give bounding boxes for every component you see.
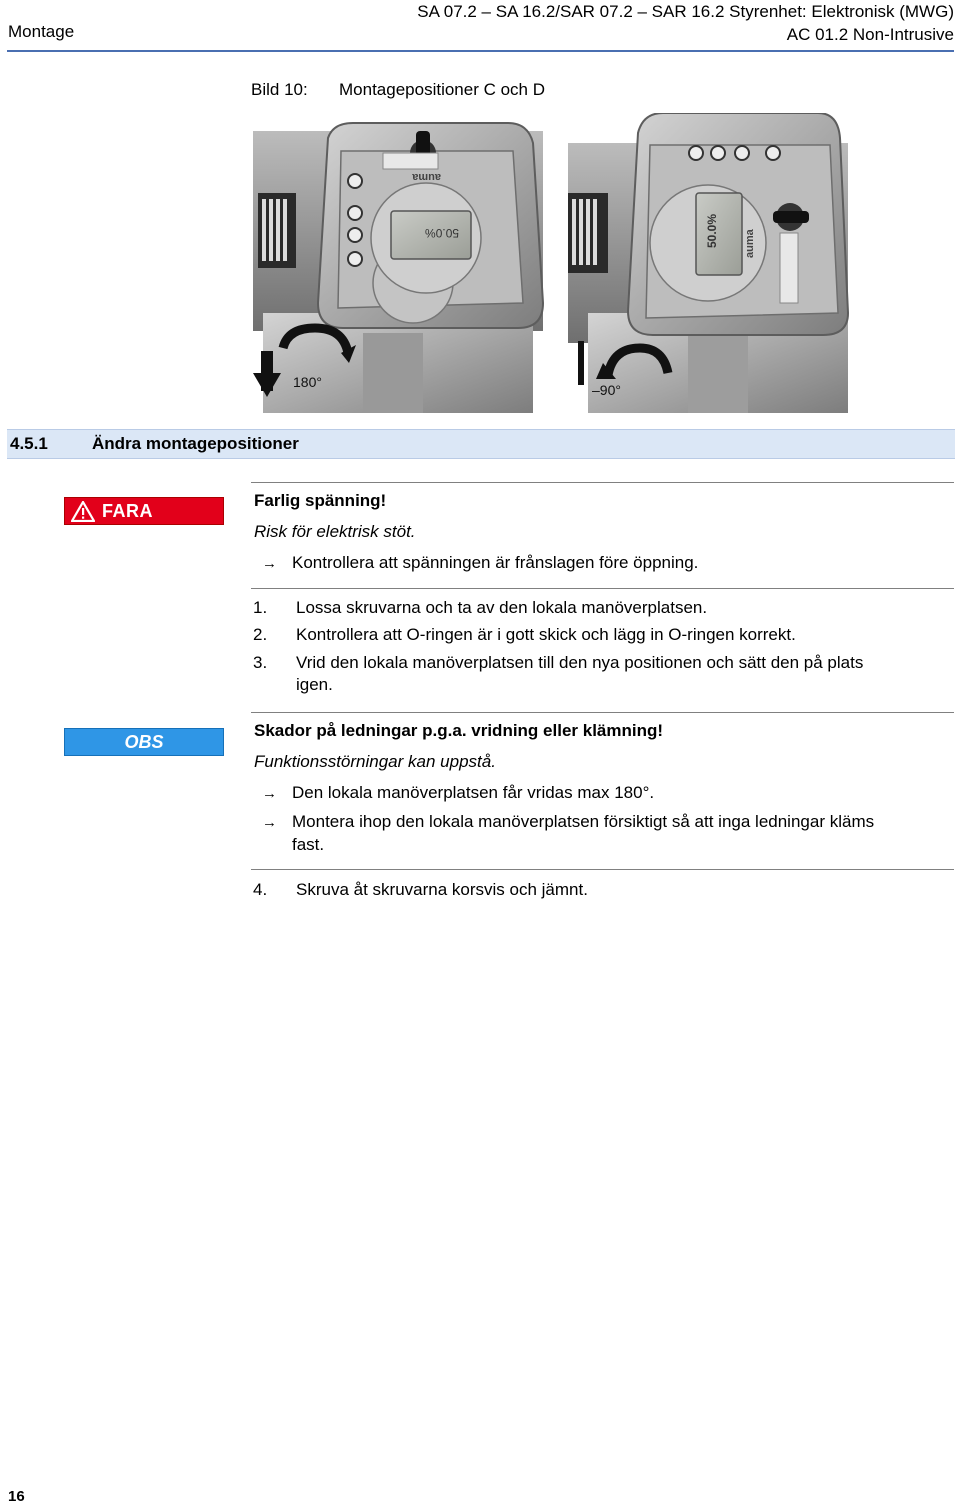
danger-signal bbox=[64, 497, 224, 525]
step-number: 1. bbox=[253, 598, 268, 617]
header-title-line1: SA 07.2 – SA 16.2/SAR 07.2 – SAR 16.2 Styrenhet: Elektronisk (MWG) bbox=[417, 2, 954, 21]
step-number: 3. bbox=[253, 653, 268, 672]
arrow-right-icon: → bbox=[262, 555, 277, 572]
right-display-value: 50.0% bbox=[705, 213, 719, 248]
figure-number: Bild 10: bbox=[251, 80, 308, 99]
notice-consequence: Funktionsstörningar kan uppstå. bbox=[254, 752, 496, 771]
left-brand-label: auma bbox=[412, 171, 441, 183]
step-text: Kontrollera att O-ringen är i gott skick och lägg in O-ringen korrekt. bbox=[296, 625, 796, 644]
notice-action-continued: fast. bbox=[292, 835, 325, 854]
danger-signal-word: FARA bbox=[102, 501, 153, 521]
notice-bottom-rule bbox=[251, 869, 954, 870]
header-rule bbox=[7, 50, 954, 52]
notice-top-rule bbox=[251, 712, 954, 713]
section-number: 4.5.1 bbox=[10, 434, 48, 453]
danger-bottom-rule bbox=[251, 588, 954, 589]
left-rotation-label: 180° bbox=[293, 374, 322, 390]
notice-heading: Skador på ledningar p.g.a. vridning eller klämning! bbox=[254, 721, 664, 740]
danger-action: Kontrollera att spänningen är frånslagen före öppning. bbox=[292, 553, 699, 572]
danger-consequence: Risk för elektrisk stöt. bbox=[254, 522, 416, 541]
step-text-continued: igen. bbox=[296, 675, 333, 694]
notice-action: Den lokala manöverplatsen får vridas max 180°. bbox=[292, 783, 655, 802]
step-text: Skruva åt skruvarna korsvis och jämnt. bbox=[296, 880, 588, 899]
danger-top-rule bbox=[251, 482, 954, 483]
arrow-right-icon: → bbox=[262, 785, 277, 802]
notice-action: Montera ihop den lokala manöverplatsen försiktigt så att inga ledningar kläms bbox=[292, 812, 875, 831]
notice-signal bbox=[64, 728, 224, 756]
header-title bbox=[417, 0, 954, 46]
actuator-right bbox=[568, 113, 848, 413]
arrow-right-icon: → bbox=[262, 814, 277, 831]
actuator-left bbox=[253, 123, 543, 413]
notice-signal-word: OBS bbox=[124, 732, 164, 752]
section-heading bbox=[7, 429, 955, 459]
page-number: 16 bbox=[8, 1488, 25, 1505]
header-title-line2: AC 01.2 Non-Intrusive bbox=[786, 25, 954, 44]
warning-triangle-icon bbox=[71, 501, 95, 522]
actuator-photo bbox=[253, 113, 850, 413]
section-title: Ändra montagepositioner bbox=[92, 434, 299, 453]
left-display-value: 50.0% bbox=[424, 226, 459, 240]
figure-caption bbox=[251, 80, 545, 100]
right-brand-label: auma bbox=[744, 229, 756, 258]
header-section-name: Montage bbox=[8, 22, 75, 41]
right-rotation-label: –90° bbox=[592, 382, 621, 398]
step-text: Vrid den lokala manöverplatsen till den nya positionen och sätt den på plats bbox=[296, 653, 864, 672]
step-number: 4. bbox=[253, 880, 268, 899]
step-number: 2. bbox=[253, 625, 268, 644]
figure-caption-text: Montagepositioner C och D bbox=[339, 80, 546, 99]
danger-heading: Farlig spänning! bbox=[254, 491, 387, 510]
step-text: Lossa skruvarna och ta av den lokala manöverplatsen. bbox=[296, 598, 708, 617]
